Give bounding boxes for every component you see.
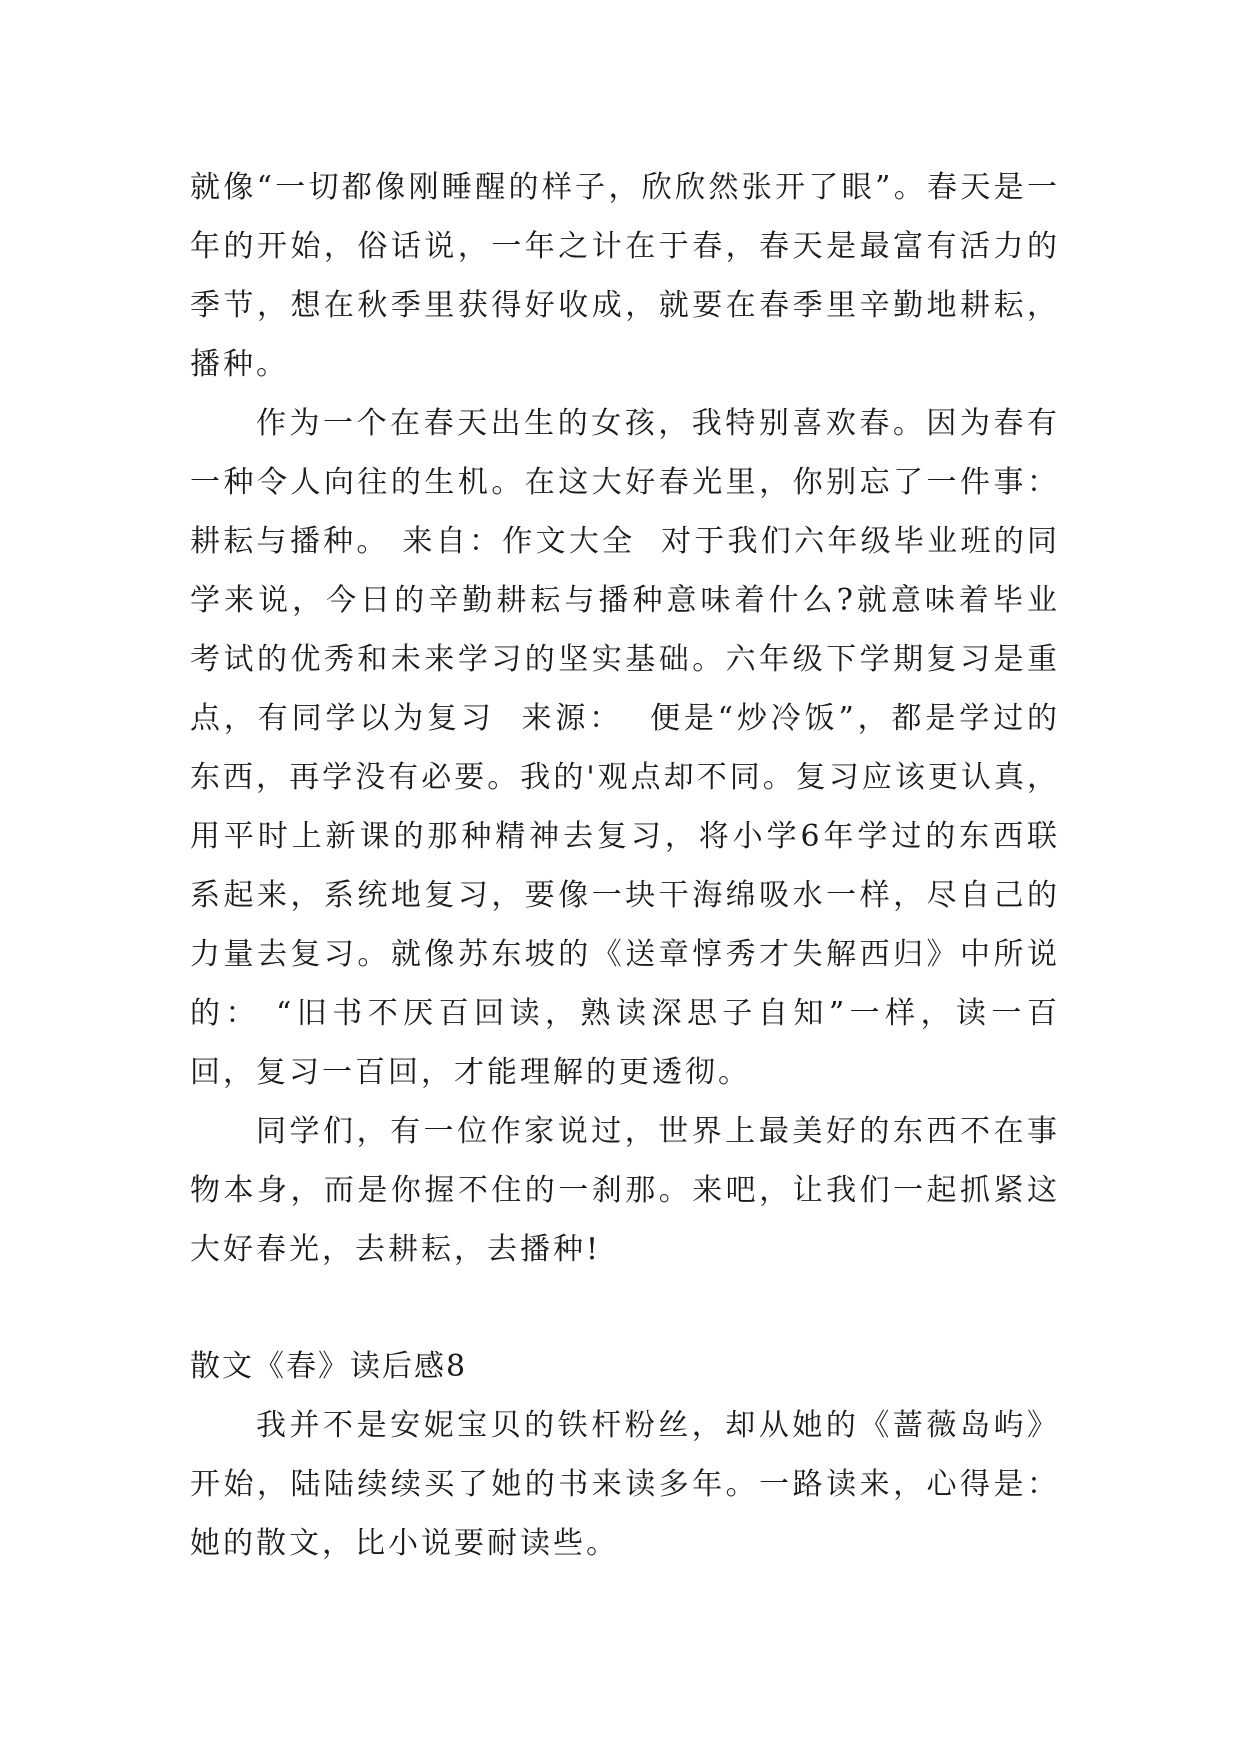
- document-body: [190, 158, 1060, 1573]
- paragraph-section-8: 我并不是安妮宝贝的铁杆粉丝，却从她的《蔷薇岛屿》开始，陆陆续续买了她的书来读多年。一路读来，心得是：她的散文，比小说要耐读些。: [190, 1408, 1060, 1561]
- paragraph-spring-intro: 就像“一切都像刚睡醒的样子，欣欣然张开了眼”。春天是一年的开始，俗话说，一年之计在于春，春天是最富有活力的季节，想在秋季里获得好收成，就要在春季里辛勤地耕耘，播种。: [190, 170, 1060, 382]
- section-heading: 散文《春》读后感8: [190, 1349, 468, 1384]
- paragraph-review-essay: 作为一个在春天出生的女孩，我特别喜欢春。因为春有一种令人向往的生机。在这大好春光里，你别忘了一件事：耕耘与播种。 来自：作文大全 对于我们六年级毕业班的同学来说，今日的辛勤耕耘与播种意味着什么?就意味着毕业考试的优秀和未来学习的坚实基础。六年级下学期复习是重点，有同学以为复习 来源： 便是“炒冷饭”，都是学过的东西，再学没有必要。我的'观点却不同。复习应该更认真，用平时上新课的那种精神去复习，将小学6年学过的东西联系起来，系统地复习，要像一块干海绵吸水一样，尽自己的力量去复习。就像苏东坡的《送章惇秀才失解西归》中所说的： “旧书不厌百回读，熟读深思子自知”一样，读一百回，复习一百回，才能理解的更透彻。: [190, 406, 1060, 1090]
- paragraph-closing: 同学们，有一位作家说过，世界上最美好的东西不在事物本身，而是你握不住的一刹那。来吧，让我们一起抓紧这大好春光，去耕耘，去播种!: [190, 1114, 1060, 1267]
